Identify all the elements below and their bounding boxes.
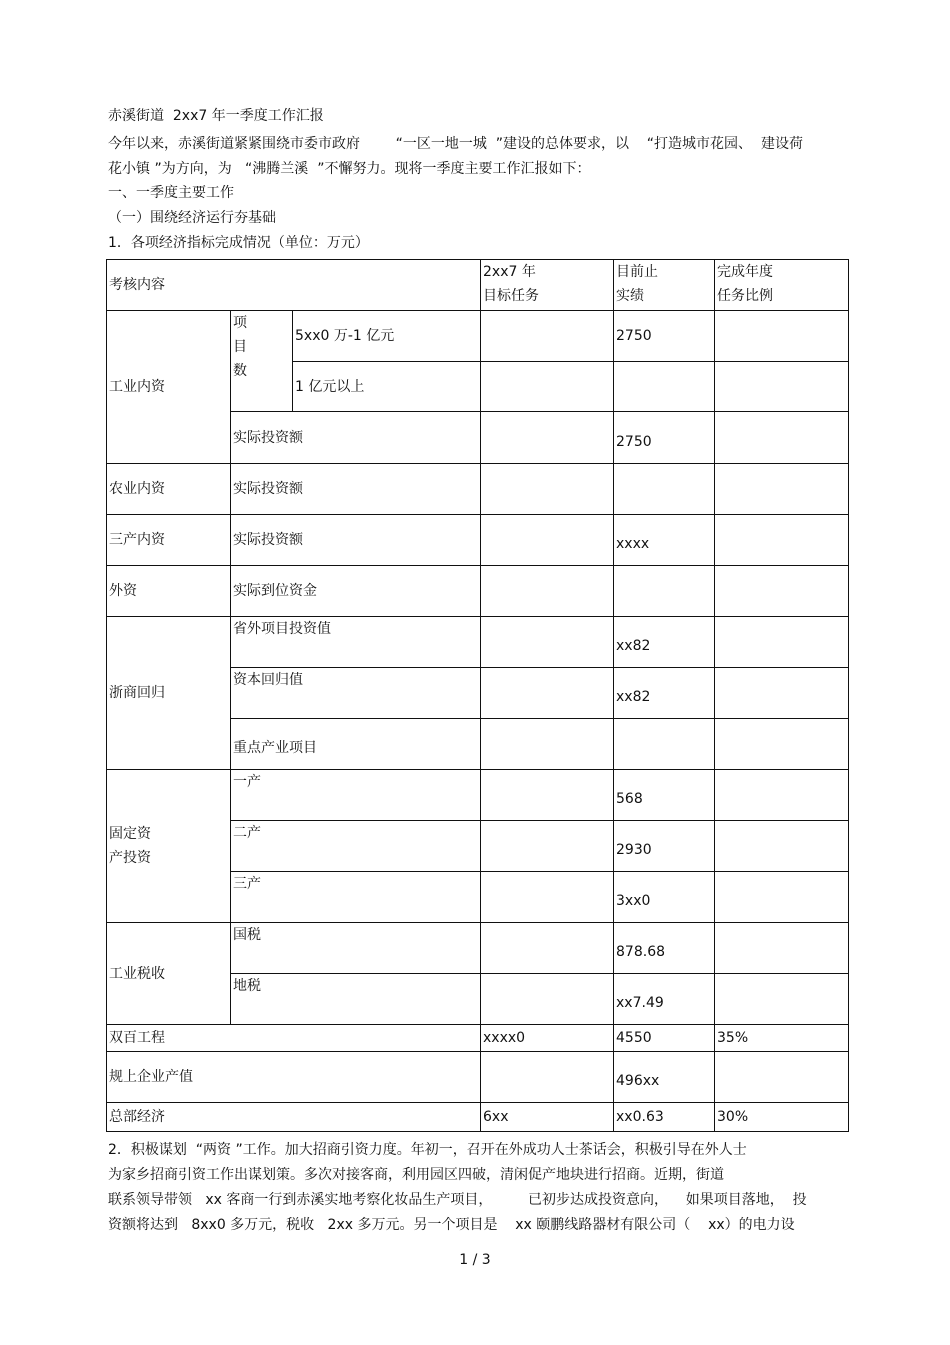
item-heading: 1．各项经济指标完成情况（单位：万元）	[108, 235, 369, 251]
table-row	[107, 311, 849, 362]
table-row	[107, 770, 849, 821]
table-row	[107, 617, 849, 668]
subitem-label: 实际投资额	[231, 412, 481, 464]
category-fixed-assets: 固定资 产投资	[107, 770, 231, 923]
actual-value: xxxx	[614, 515, 715, 566]
subitem-label: 实际到位资金	[231, 566, 481, 617]
category-hq-economy: 总部经济	[107, 1103, 481, 1132]
category-industrial-tax: 工业税收	[107, 923, 231, 1025]
table-row	[107, 515, 849, 566]
ratio-value: 30%	[715, 1103, 849, 1132]
project-count-label: 项 目 数	[231, 311, 293, 412]
header-actual: 目前止 实绩	[614, 260, 715, 311]
subitem-label: 地税	[231, 974, 481, 1025]
intro-paragraph-line-2: 花小镇 ”为方向，为 “沸腾兰溪 ”不懈努力。现将一季度主要工作汇报如下：	[108, 161, 591, 177]
category-agri-domestic: 农业内资	[107, 464, 231, 515]
actual-value: xx7.49	[614, 974, 715, 1025]
subitem-label: 实际投资额	[231, 515, 481, 566]
category-tertiary-domestic: 三产内资	[107, 515, 231, 566]
actual-value: 3xx0	[614, 872, 715, 923]
paragraph-2-line-4: 资额将达到 8xx0 多万元，税收 2xx 多万元。另一个项目是 xx 颐鹏线路器材有限公司（ xx）的电力设	[108, 1217, 795, 1233]
table-row	[107, 1052, 849, 1103]
table-row	[107, 1025, 849, 1052]
actual-value: 568	[614, 770, 715, 821]
actual-value: 496xx	[614, 1052, 715, 1103]
subitem-label: 资本回归值	[231, 668, 481, 719]
header-content: 考核内容	[107, 260, 481, 311]
intro-paragraph-line-1: 今年以来，赤溪街道紧紧围绕市委市政府 “一区一地一城 ”建设的总体要求，以 “打造城市花园、 建设荷	[108, 136, 803, 152]
actual-value: 4550	[614, 1025, 715, 1052]
actual-value: 2750	[614, 412, 715, 464]
paragraph-2-line-2: 为家乡招商引资工作出谋划策。多次对接客商，利用园区四破，清闲促产地块进行招商。近期，街道	[108, 1167, 724, 1183]
table-row	[107, 566, 849, 617]
actual-value: xx0.63	[614, 1103, 715, 1132]
category-above-scale: 规上企业产值	[107, 1052, 481, 1103]
target-value: xxxx0	[481, 1025, 614, 1052]
subitem-label: 一产	[231, 770, 481, 821]
table-header-row	[107, 260, 849, 311]
table-row	[107, 464, 849, 515]
economic-indicators-table	[106, 259, 849, 1132]
actual-value: 2750	[614, 311, 715, 362]
subitem-label: 三产	[231, 872, 481, 923]
subsection-heading: （一）围绕经济运行夯基础	[108, 210, 276, 226]
range-label: 1 亿元以上	[293, 362, 481, 412]
subitem-label: 重点产业项目	[231, 719, 481, 770]
category-foreign: 外资	[107, 566, 231, 617]
subitem-label: 省外项目投资值	[231, 617, 481, 668]
category-industrial-domestic: 工业内资	[107, 311, 231, 464]
document-title: 赤溪街道 2xx7 年一季度工作汇报	[108, 108, 324, 124]
actual-value: 878.68	[614, 923, 715, 974]
ratio-value: 35%	[715, 1025, 849, 1052]
actual-value: xx82	[614, 617, 715, 668]
actual-value: 2930	[614, 821, 715, 872]
range-label: 5xx0 万-1 亿元	[293, 311, 481, 362]
category-double-hundred: 双百工程	[107, 1025, 481, 1052]
paragraph-2-line-1: 2．积极谋划 “两资 ”工作。加大招商引资力度。年初一，召开在外成功人士茶话会，积极引导在外人士	[108, 1142, 747, 1158]
header-ratio: 完成年度 任务比例	[715, 260, 849, 311]
actual-value: xx82	[614, 668, 715, 719]
subitem-label: 二产	[231, 821, 481, 872]
table-row	[107, 1103, 849, 1132]
subitem-label: 国税	[231, 923, 481, 974]
page-number: 1 / 3	[459, 1252, 491, 1268]
table-row	[107, 923, 849, 974]
target-value: 6xx	[481, 1103, 614, 1132]
subitem-label: 实际投资额	[231, 464, 481, 515]
header-target: 2xx7 年 目标任务	[481, 260, 614, 311]
paragraph-2-line-3: 联系领导带领 xx 客商一行到赤溪实地考察化妆品生产项目， 已初步达成投资意向， 如果项目落地， 投	[108, 1192, 807, 1208]
section-heading: 一、一季度主要工作	[108, 185, 234, 201]
category-zhejiang-return: 浙商回归	[107, 617, 231, 770]
